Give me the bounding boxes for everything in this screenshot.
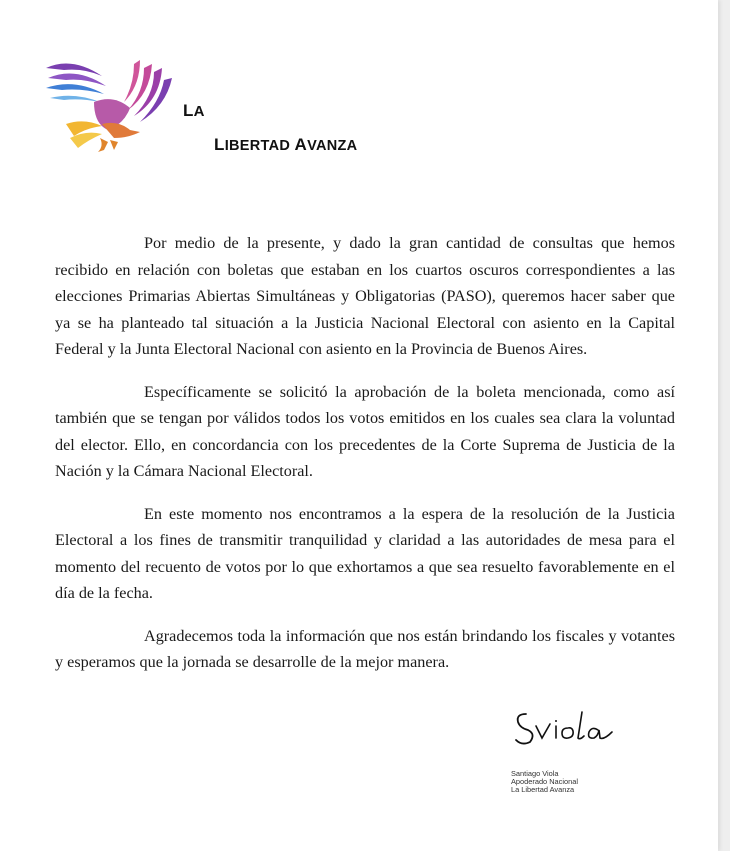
signer-name: Santiago Viola	[511, 769, 559, 778]
letter-body	[55, 230, 675, 692]
eagle-logo-icon	[44, 54, 179, 154]
org-la: LA	[183, 101, 205, 120]
paragraph-4: Agradecemos toda la información que nos están brindando los fiscales y votantes y esperamos que la jornada se desarrolle de la mejor manera.	[55, 626, 675, 671]
paragraph-1: Por medio de la presente, y dado la gran cantidad de consultas que hemos recibido en relación con boletas que estaban en los cuartos oscuros correspondientes a las elecciones Primarias Abiertas Simultáneas y Obligatorias (PASO), queremos hacer saber que ya se ha planteado tal situación a la Justicia Nacional Electoral con asiento en la Capital Federal y la Junta Electoral Nacional con asiento en la Provincia de Buenos Aires.	[55, 234, 675, 358]
paragraph-2: Específicamente se solicitó la aprobación de la boleta mencionada, como así también que se tengan por válidos todos los votos emitidos en los cuales sea clara la voluntad del elector. Ello, en concordancia con los precedentes de la Corte Suprema de Justicia de la Nación y la Cámara Nacional Electoral.	[55, 382, 675, 480]
signer-block	[511, 770, 578, 794]
paragraph-3: En este momento nos encontramos a la espera de la resolución de la Justicia Electoral a los fines de transmitir tranquilidad y claridad a las autoridades de mesa para el momento del recuento de votos por lo que exhortamos a que sea resuelto favorablemente en el día de la fecha.	[55, 504, 675, 602]
handwritten-signature	[512, 702, 622, 750]
org-name: LIBERTAD AVANZA	[214, 135, 358, 154]
signer-role: Apoderado Nacional	[511, 777, 578, 786]
signer-org: La Libertad Avanza	[511, 785, 575, 794]
